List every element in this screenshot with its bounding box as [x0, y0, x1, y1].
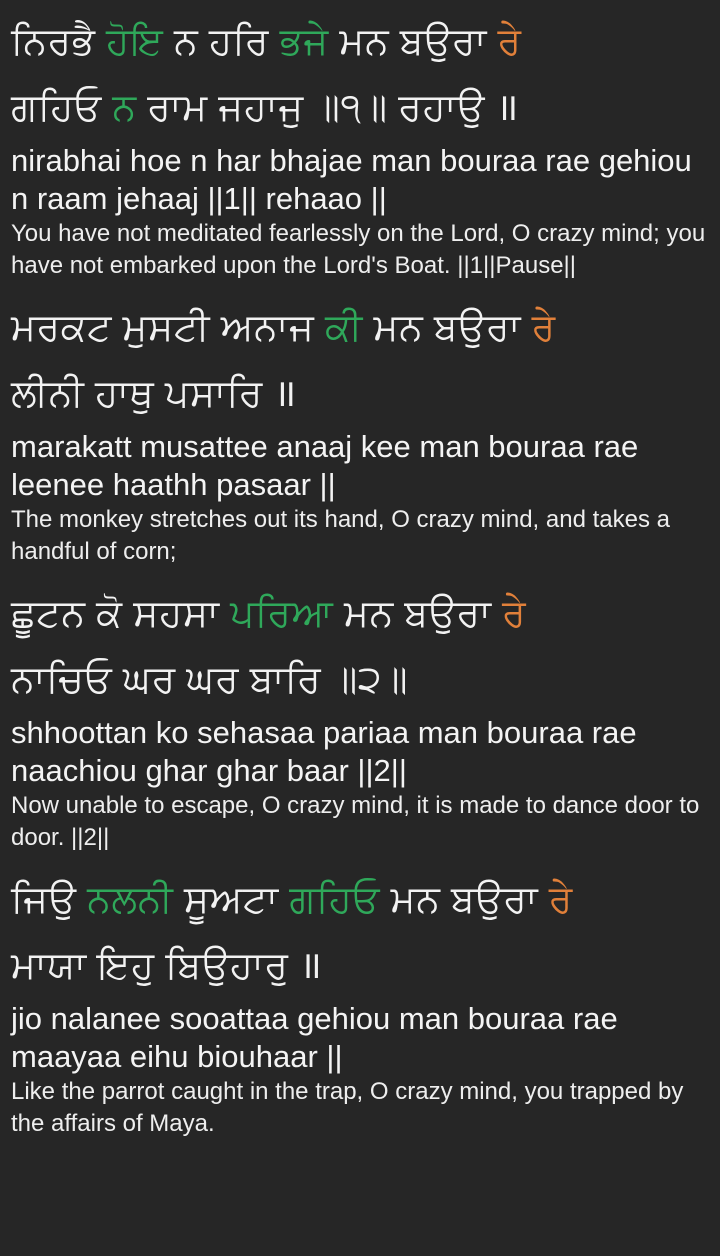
gurmukhi-word: ਜਿਉ	[11, 877, 77, 921]
gurmukhi-line	[11, 866, 710, 932]
gurmukhi-word: ਲੀਨੀ	[11, 371, 85, 415]
gurmukhi-word: ਰੇ	[548, 877, 573, 921]
transliteration: jio nalanee sooattaa gehiou man bouraa rae maayaa eihu biouhaar ||	[11, 1001, 618, 1074]
transliteration: marakatt musattee anaaj kee man bouraa rae leenee haathh pasaar ||	[11, 429, 639, 502]
verse-3	[11, 580, 710, 854]
gurmukhi-word: ਨਲਨੀ	[87, 877, 174, 921]
gurmukhi-line	[11, 360, 710, 426]
gurmukhi-word: ਬਿਉਹਾਰੁ	[165, 943, 289, 987]
gurmukhi-word: ਅਨਾਜ	[220, 305, 315, 349]
gurmukhi-word: ਕੋ	[96, 591, 123, 635]
gurmukhi-word: ਮੁਸਟੀ	[122, 305, 211, 349]
gurmukhi-line	[11, 646, 710, 712]
gurmukhi-word: ਘਰ	[122, 657, 176, 701]
gurmukhi-word: ਸਹਸਾ	[133, 591, 220, 635]
translation: The monkey stretches out its hand, O crazy mind, and takes a handful of corn;	[11, 506, 670, 565]
gurmukhi-word: ਮਨ	[373, 305, 424, 349]
translation: You have not meditated fearlessly on the Lord, O crazy mind; you have not embarked upon the Lord's Boat. ||1||Pause||	[11, 220, 706, 279]
gurmukhi-word: ਗਹਿਓ	[289, 877, 380, 921]
gurmukhi-word: ਨਿਰਭੈ	[11, 19, 96, 63]
gurmukhi-word: ਕੀ	[324, 305, 363, 349]
transliteration: nirabhai hoe n har bhajae man bouraa rae gehiou n raam jehaaj ||1|| rehaao ||	[11, 143, 692, 216]
gurmukhi-word: ਘਰ	[186, 657, 240, 701]
gurmukhi-word: ਰਾਮ	[147, 85, 208, 129]
gurmukhi-word: ਰੇ	[531, 305, 556, 349]
gurmukhi-word: ॥	[273, 371, 297, 415]
gurmukhi-word: ॥੧॥	[314, 85, 388, 129]
gurmukhi-word: ਪਸਾਰਿ	[164, 371, 263, 415]
gurmukhi-word: ਨ	[173, 19, 199, 63]
gurmukhi-word: ਮਰਕਟ	[11, 305, 112, 349]
gurmukhi-line	[11, 580, 710, 646]
gurmukhi-word: ਰੇ	[497, 19, 522, 63]
gurmukhi-word: ਰੇ	[502, 591, 527, 635]
gurmukhi-word: ਬਉਰਾ	[404, 591, 492, 635]
gurmukhi-word: ਭਜੇ	[279, 19, 329, 63]
transliteration: shhoottan ko sehasaa pariaa man bouraa rae naachiou ghar ghar baar ||2||	[11, 715, 637, 788]
gurmukhi-word: ਛੂਟਨ	[11, 591, 86, 635]
gurmukhi-line	[11, 74, 710, 140]
translation: Like the parrot caught in the trap, O crazy mind, you trapped by the affairs of Maya.	[11, 1078, 684, 1137]
gurmukhi-line	[11, 294, 710, 360]
gurmukhi-word: ॥੨॥	[331, 657, 409, 701]
gurmukhi-word: ਮਨ	[390, 877, 441, 921]
gurmukhi-word: ਸੂਅਟਾ	[183, 877, 279, 921]
gurmukhi-word: ਰਹਾਉ	[398, 85, 485, 129]
gurmukhi-line	[11, 8, 710, 74]
gurmukhi-word: ਇਹੁ	[97, 943, 155, 987]
gurmukhi-word: ਬਉਰਾ	[399, 19, 487, 63]
gurmukhi-word: ਹਾਥੁ	[94, 371, 155, 415]
gurmukhi-word: ਪਰਿਆ	[230, 591, 334, 635]
gurmukhi-word: ਨਾਚਿਓ	[11, 657, 113, 701]
gurmukhi-word: ॥	[495, 85, 519, 129]
gurmukhi-word: ਬਉਰਾ	[433, 305, 521, 349]
gurmukhi-word: ਬਾਰਿ	[249, 657, 322, 701]
gurmukhi-word: ਹੋਇ	[105, 19, 164, 63]
gurmukhi-word: ਹਰਿ	[208, 19, 269, 63]
verse-2	[11, 294, 710, 568]
gurmukhi-word: ਗਹਿਓ	[11, 85, 102, 129]
gurmukhi-word: ਬਉਰਾ	[451, 877, 539, 921]
gurmukhi-word: ਮਾਯਾ	[11, 943, 87, 987]
gurmukhi-line	[11, 932, 710, 998]
gurmukhi-word: ਜਹਾਜੁ	[218, 85, 304, 129]
gurmukhi-word: ਨ	[112, 85, 137, 129]
translation: Now unable to escape, O crazy mind, it is made to dance door to door. ||2||	[11, 792, 700, 851]
gurmukhi-word: ਮਨ	[339, 19, 390, 63]
gurmukhi-word: ਮਨ	[343, 591, 394, 635]
gurmukhi-word: ॥	[299, 943, 323, 987]
verse-4	[11, 866, 710, 1140]
verse-1	[11, 8, 710, 282]
